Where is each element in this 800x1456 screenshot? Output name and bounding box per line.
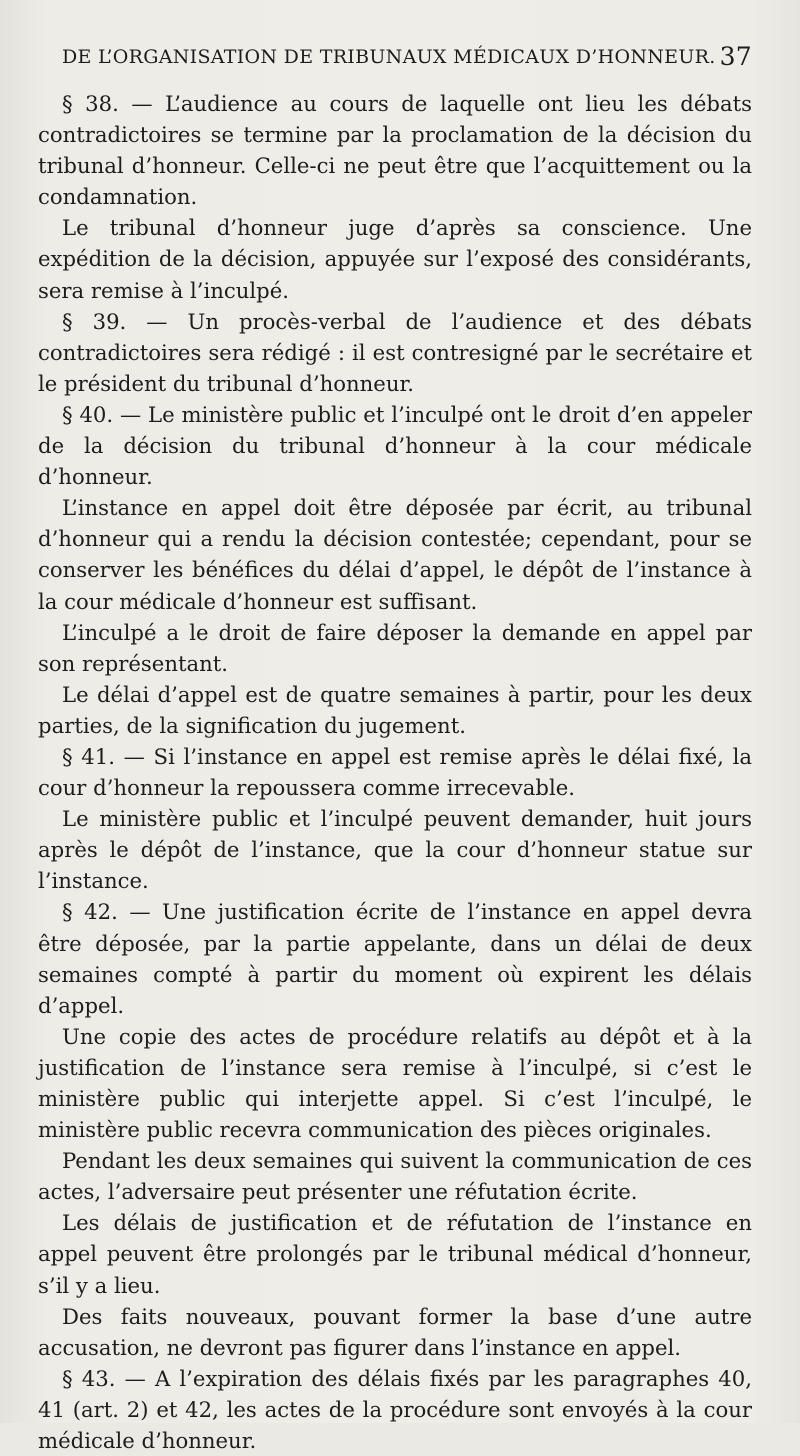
paragraph-representative: L’inculpé a le droit de faire déposer la demande en appel par son représentant. — [38, 619, 752, 676]
paragraph-appeal-delay: Le délai d’appel est de quatre semaines à partir, pour les deux parties, de la signification du jugement. — [38, 681, 752, 738]
paragraph-s38: § 38. — L’audience au cours de laquelle ont lieu les débats contradictoires se termine par la proclamation de la décision du tribunal d’honneur. Celle-ci ne peut être que l’acquittement ou la condamnation. — [38, 91, 752, 210]
paragraph-s39: § 39. — Un procès-verbal de l’audience et des débats contradictoires sera rédigé : il est contresigné par le secrétaire et le président du tribunal d’honneur. — [38, 308, 752, 396]
paragraph-s42: § 42. — Une justification écrite de l’instance en appel devra être déposée, par la partie appelante, dans un délai de deux semaines compté à partir du moment où expirent les délais d’appel. — [38, 899, 752, 1018]
paragraph-refutation: Pendant les deux semaines qui suivent la communication de ces actes, l’adversaire peut présenter une réfutation écrite. — [38, 1148, 752, 1205]
page-body — [38, 88, 752, 1456]
paragraph-new-facts: Des faits nouveaux, pouvant former la base d’une autre accusation, ne devront pas figurer dans l’instance en appel. — [38, 1303, 752, 1360]
paragraph-s43: § 43. — A l’expiration des délais fixés par les paragraphes 40, 41 (art. 2) et 42, les actes de la procédure sont envoyés à la cour médicale d’honneur. — [38, 1365, 752, 1454]
paragraph-delays-extension: Les délais de justification et de réfutation de l’instance en appel peuvent être prolongés par le tribunal médical d’honneur, s’il y a lieu. — [38, 1210, 752, 1298]
paragraph-ruling-request: Le ministère public et l’inculpé peuvent demander, huit jours après le dépôt de l’instance, que la cour d’honneur statue sur l’instance. — [38, 806, 752, 894]
paragraph-judgment: Le tribunal d’honneur juge d’après sa conscience. Une expédition de la décision, appuyée sur l’exposé des considérants, sera remise à l’inculpé. — [38, 215, 752, 303]
paragraph-copy-of-acts: Une copie des actes de procédure relatifs au dépôt et à la justification de l’instance sera remise à l’inculpé, si c’est le ministère public qui interjette appel. Si c’est l’inculpé, le ministère public recevra communication des pièces originales. — [38, 1023, 752, 1143]
running-title: DE L’ORGANISATION DE TRIBUNAUX MÉDICAUX D’HONNEUR. — [62, 46, 716, 68]
paragraph-s41: § 41. — Si l’instance en appel est remise après le délai fixé, la cour d’honneur la repoussera comme irrecevable. — [38, 743, 752, 801]
page-number: 37 — [719, 42, 752, 71]
running-header — [62, 42, 752, 71]
paragraph-appeal-filing: L’instance en appel doit être déposée par écrit, au tribunal d’honneur qui a rendu la décision contestée; cependant, pour se conserver les bénéfices du délai d’appel, le dépôt de l’instance à la cour médicale d’honneur est suffisant. — [38, 495, 752, 614]
paragraph-s40: § 40. — Le ministère public et l’inculpé ont le droit d’en appeler de la décision du tribunal d’honneur à la cour médicale d’honneur. — [38, 401, 752, 490]
